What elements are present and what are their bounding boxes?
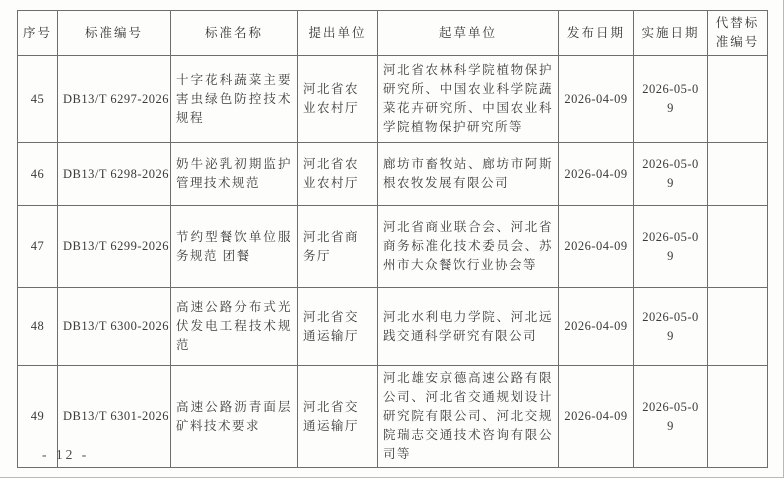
cell-publish-date: 2026-04-09 bbox=[559, 366, 634, 468]
cell-implement-date: 2026-05-09 bbox=[634, 206, 708, 288]
table-row bbox=[18, 143, 768, 206]
cell-replaced-standard bbox=[708, 366, 768, 468]
cell-proposer: 河北省农业农村厅 bbox=[298, 56, 378, 143]
cell-publish-date: 2026-04-09 bbox=[559, 56, 634, 143]
header-proposer: 提出单位 bbox=[298, 11, 378, 56]
cell-drafter: 河北雄安京德高速公路有限公司、河北省交通规划设计研究院有限公司、河北交规院瑞志交通技术咨询有限公司等 bbox=[378, 366, 559, 468]
cell-standard-name: 节约型餐饮单位服务规范 团餐 bbox=[171, 206, 298, 288]
cell-publish-date: 2026-04-09 bbox=[559, 206, 634, 288]
cell-implement-date: 2026-05-09 bbox=[634, 143, 708, 206]
cell-standard-number: DB13/T 6300-2026 bbox=[58, 288, 171, 366]
cell-standard-name: 十字花科蔬菜主要害虫绿色防控技术规程 bbox=[171, 56, 298, 143]
table-row bbox=[18, 56, 768, 143]
cell-replaced-standard bbox=[708, 56, 768, 143]
cell-standard-name: 奶牛泌乳初期监护管理技术规范 bbox=[171, 143, 298, 206]
cell-standard-number: DB13/T 6299-2026 bbox=[58, 206, 171, 288]
cell-standard-number: DB13/T 6301-2026 bbox=[58, 366, 171, 468]
cell-replaced-standard bbox=[708, 206, 768, 288]
cell-seq: 48 bbox=[18, 288, 58, 366]
table-row bbox=[18, 206, 768, 288]
cell-replaced-standard bbox=[708, 143, 768, 206]
table-row bbox=[18, 288, 768, 366]
cell-replaced-standard bbox=[708, 288, 768, 366]
cell-proposer: 河北省交通运输厅 bbox=[298, 288, 378, 366]
cell-proposer: 河北省商务厅 bbox=[298, 206, 378, 288]
cell-implement-date: 2026-05-09 bbox=[634, 366, 708, 468]
cell-drafter: 河北省农林科学院植物保护研究所、中国农业科学院蔬菜花卉研究所、中国农业科学院植物保护研究所等 bbox=[378, 56, 559, 143]
header-seq: 序号 bbox=[18, 11, 58, 56]
cell-publish-date: 2026-04-09 bbox=[559, 288, 634, 366]
cell-seq: 45 bbox=[18, 56, 58, 143]
header-publish-date: 发布日期 bbox=[559, 11, 634, 56]
cell-proposer: 河北省农业农村厅 bbox=[298, 143, 378, 206]
cell-publish-date: 2026-04-09 bbox=[559, 143, 634, 206]
cell-standard-name: 高速公路沥青面层矿料技术要求 bbox=[171, 366, 298, 468]
header-standard-name: 标准名称 bbox=[171, 11, 298, 56]
table-row bbox=[18, 366, 768, 468]
cell-proposer: 河北省交通运输厅 bbox=[298, 366, 378, 468]
cell-implement-date: 2026-05-09 bbox=[634, 288, 708, 366]
header-drafter: 起草单位 bbox=[378, 11, 559, 56]
cell-standard-number: DB13/T 6298-2026 bbox=[58, 143, 171, 206]
cell-standard-number: DB13/T 6297-2026 bbox=[58, 56, 171, 143]
header-replaced-standard: 代替标准编号 bbox=[708, 11, 768, 56]
page-number: - 12 - bbox=[42, 447, 90, 462]
cell-seq: 46 bbox=[18, 143, 58, 206]
cell-drafter: 廊坊市畜牧站、廊坊市阿斯根农牧发展有限公司 bbox=[378, 143, 559, 206]
cell-implement-date: 2026-05-09 bbox=[634, 56, 708, 143]
cell-drafter: 河北省商业联合会、河北省商务标准化技术委员会、苏州市大众餐饮行业协会等 bbox=[378, 206, 559, 288]
standards-table bbox=[17, 10, 768, 468]
header-implement-date: 实施日期 bbox=[634, 11, 708, 56]
cell-drafter: 河北水利电力学院、河北远践交通科学研究有限公司 bbox=[378, 288, 559, 366]
header-standard-number: 标准编号 bbox=[58, 11, 171, 56]
cell-seq: 49 bbox=[18, 366, 58, 468]
table-header-row bbox=[18, 11, 768, 56]
cell-seq: 47 bbox=[18, 206, 58, 288]
cell-standard-name: 高速公路分布式光伏发电工程技术规范 bbox=[171, 288, 298, 366]
